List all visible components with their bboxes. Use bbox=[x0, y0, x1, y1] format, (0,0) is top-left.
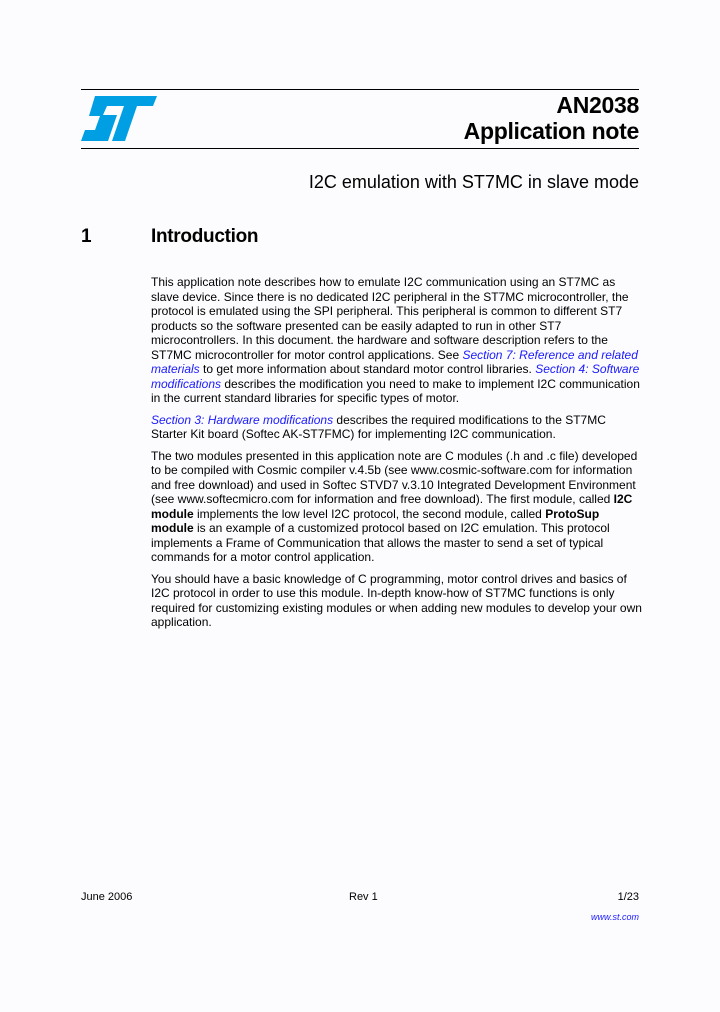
text-segment: required for customizing existing modules or when adding new modules to develop your own bbox=[151, 600, 642, 615]
text-segment: protocol is emulated using the SPI peripheral. This peripheral is common to different ST7 bbox=[151, 304, 623, 318]
text-segment: to be compiled with Cosmic compiler v.4.5b (see www.cosmic-software.com for information bbox=[151, 463, 633, 477]
doc-type: Application note bbox=[463, 118, 639, 144]
paragraph bbox=[151, 413, 641, 442]
text-segment: products so the software presented can be easily adapted to run in other ST7 bbox=[151, 318, 562, 333]
cross-reference-link[interactable]: modifications bbox=[151, 376, 222, 391]
text-segment: in the current standard libraries for specific types of motor. bbox=[151, 391, 460, 405]
text-line bbox=[151, 615, 641, 630]
bold-term: module bbox=[151, 506, 194, 521]
text-line bbox=[151, 601, 641, 616]
paragraph bbox=[151, 449, 641, 565]
cross-reference-link[interactable]: Section 4: Software bbox=[535, 362, 640, 376]
header-top-rule bbox=[81, 89, 639, 90]
text-line bbox=[151, 348, 641, 363]
document-subtitle: I2C emulation with ST7MC in slave mode bbox=[308, 172, 639, 192]
text-segment: commands for a motor control application. bbox=[151, 550, 375, 564]
text-segment: describes the required modifications to the ST7MC bbox=[333, 412, 606, 427]
text-segment: implements the low level I2C protocol, the second module, called bbox=[193, 506, 546, 521]
text-line bbox=[151, 463, 641, 478]
text-segment: ST7MC microcontroller for motor control applications. See bbox=[151, 347, 463, 362]
header-bottom-rule bbox=[81, 148, 639, 149]
text-segment: and free download) and used in Softec STVD7 v.3.10 Integrated Development Environment bbox=[151, 477, 636, 492]
paragraph bbox=[151, 275, 641, 406]
text-segment: You should have a basic knowledge of C programming, motor control drives and basics of bbox=[151, 571, 627, 586]
cross-reference-link[interactable]: materials bbox=[151, 362, 200, 376]
bold-term: I2C bbox=[613, 492, 633, 506]
text-line bbox=[151, 449, 641, 464]
text-segment: (see www.softecmicro.com for information and free download). The first module, called bbox=[151, 492, 614, 506]
text-line bbox=[151, 413, 641, 428]
text-line bbox=[151, 427, 641, 442]
text-line bbox=[151, 478, 641, 493]
text-line bbox=[151, 521, 641, 536]
text-segment: microcontrollers. In this document. the hardware and software description refers to the bbox=[151, 333, 608, 347]
section-title: Introduction bbox=[151, 226, 259, 247]
text-line bbox=[151, 586, 641, 601]
cross-reference-link[interactable]: Section 7: Reference and related bbox=[462, 347, 638, 362]
text-segment: This application note describes how to emulate I2C communication using an ST7MC as bbox=[151, 275, 616, 289]
text-segment: I2C protocol in order to use this module. In-depth know-how of ST7MC functions is only bbox=[151, 586, 615, 600]
text-line bbox=[151, 536, 641, 551]
paragraph bbox=[151, 572, 641, 630]
text-line bbox=[151, 304, 641, 319]
text-line bbox=[151, 333, 641, 348]
text-line bbox=[151, 319, 641, 334]
text-line bbox=[151, 391, 641, 406]
text-segment: The two modules presented in this application note are C modules (.h and .c file) developed bbox=[151, 448, 638, 463]
footer-revision: Rev 1 bbox=[349, 891, 378, 903]
text-segment: describes the modification you need to make to implement I2C communication bbox=[221, 376, 640, 391]
text-line bbox=[151, 275, 641, 290]
text-line bbox=[151, 492, 641, 507]
text-segment: Starter Kit board (Softec AK-ST7FMC) for implementing I2C communication. bbox=[151, 427, 556, 441]
text-line bbox=[151, 507, 641, 522]
st-logo bbox=[81, 96, 157, 141]
text-line bbox=[151, 377, 641, 392]
text-line bbox=[151, 290, 641, 305]
body-text bbox=[151, 275, 641, 637]
text-line bbox=[151, 550, 641, 565]
bold-term: ProtoSup bbox=[545, 506, 600, 521]
bold-term: module bbox=[151, 521, 194, 535]
text-segment: is an example of a customized protocol based on I2C emulation. This protocol bbox=[193, 521, 610, 535]
footer-website-link[interactable]: www.st.com bbox=[590, 912, 639, 922]
footer-page-number: 1/23 bbox=[617, 891, 639, 903]
cross-reference-link[interactable]: Section 3: Hardware modifications bbox=[151, 412, 334, 427]
text-segment: implements a Frame of Communication that allows the master to send a set of typical bbox=[151, 535, 604, 550]
text-segment: to get more information about standard motor control libraries. bbox=[199, 362, 536, 376]
text-line bbox=[151, 572, 641, 587]
text-segment: slave device. Since there is no dedicated I2C peripheral in the ST7MC microcontroller, the bbox=[151, 289, 629, 304]
footer-date: June 2006 bbox=[81, 891, 133, 903]
text-segment: application. bbox=[151, 615, 212, 629]
text-line bbox=[151, 362, 641, 377]
section-number: 1 bbox=[81, 226, 92, 247]
doc-number: AN2038 bbox=[556, 92, 639, 118]
